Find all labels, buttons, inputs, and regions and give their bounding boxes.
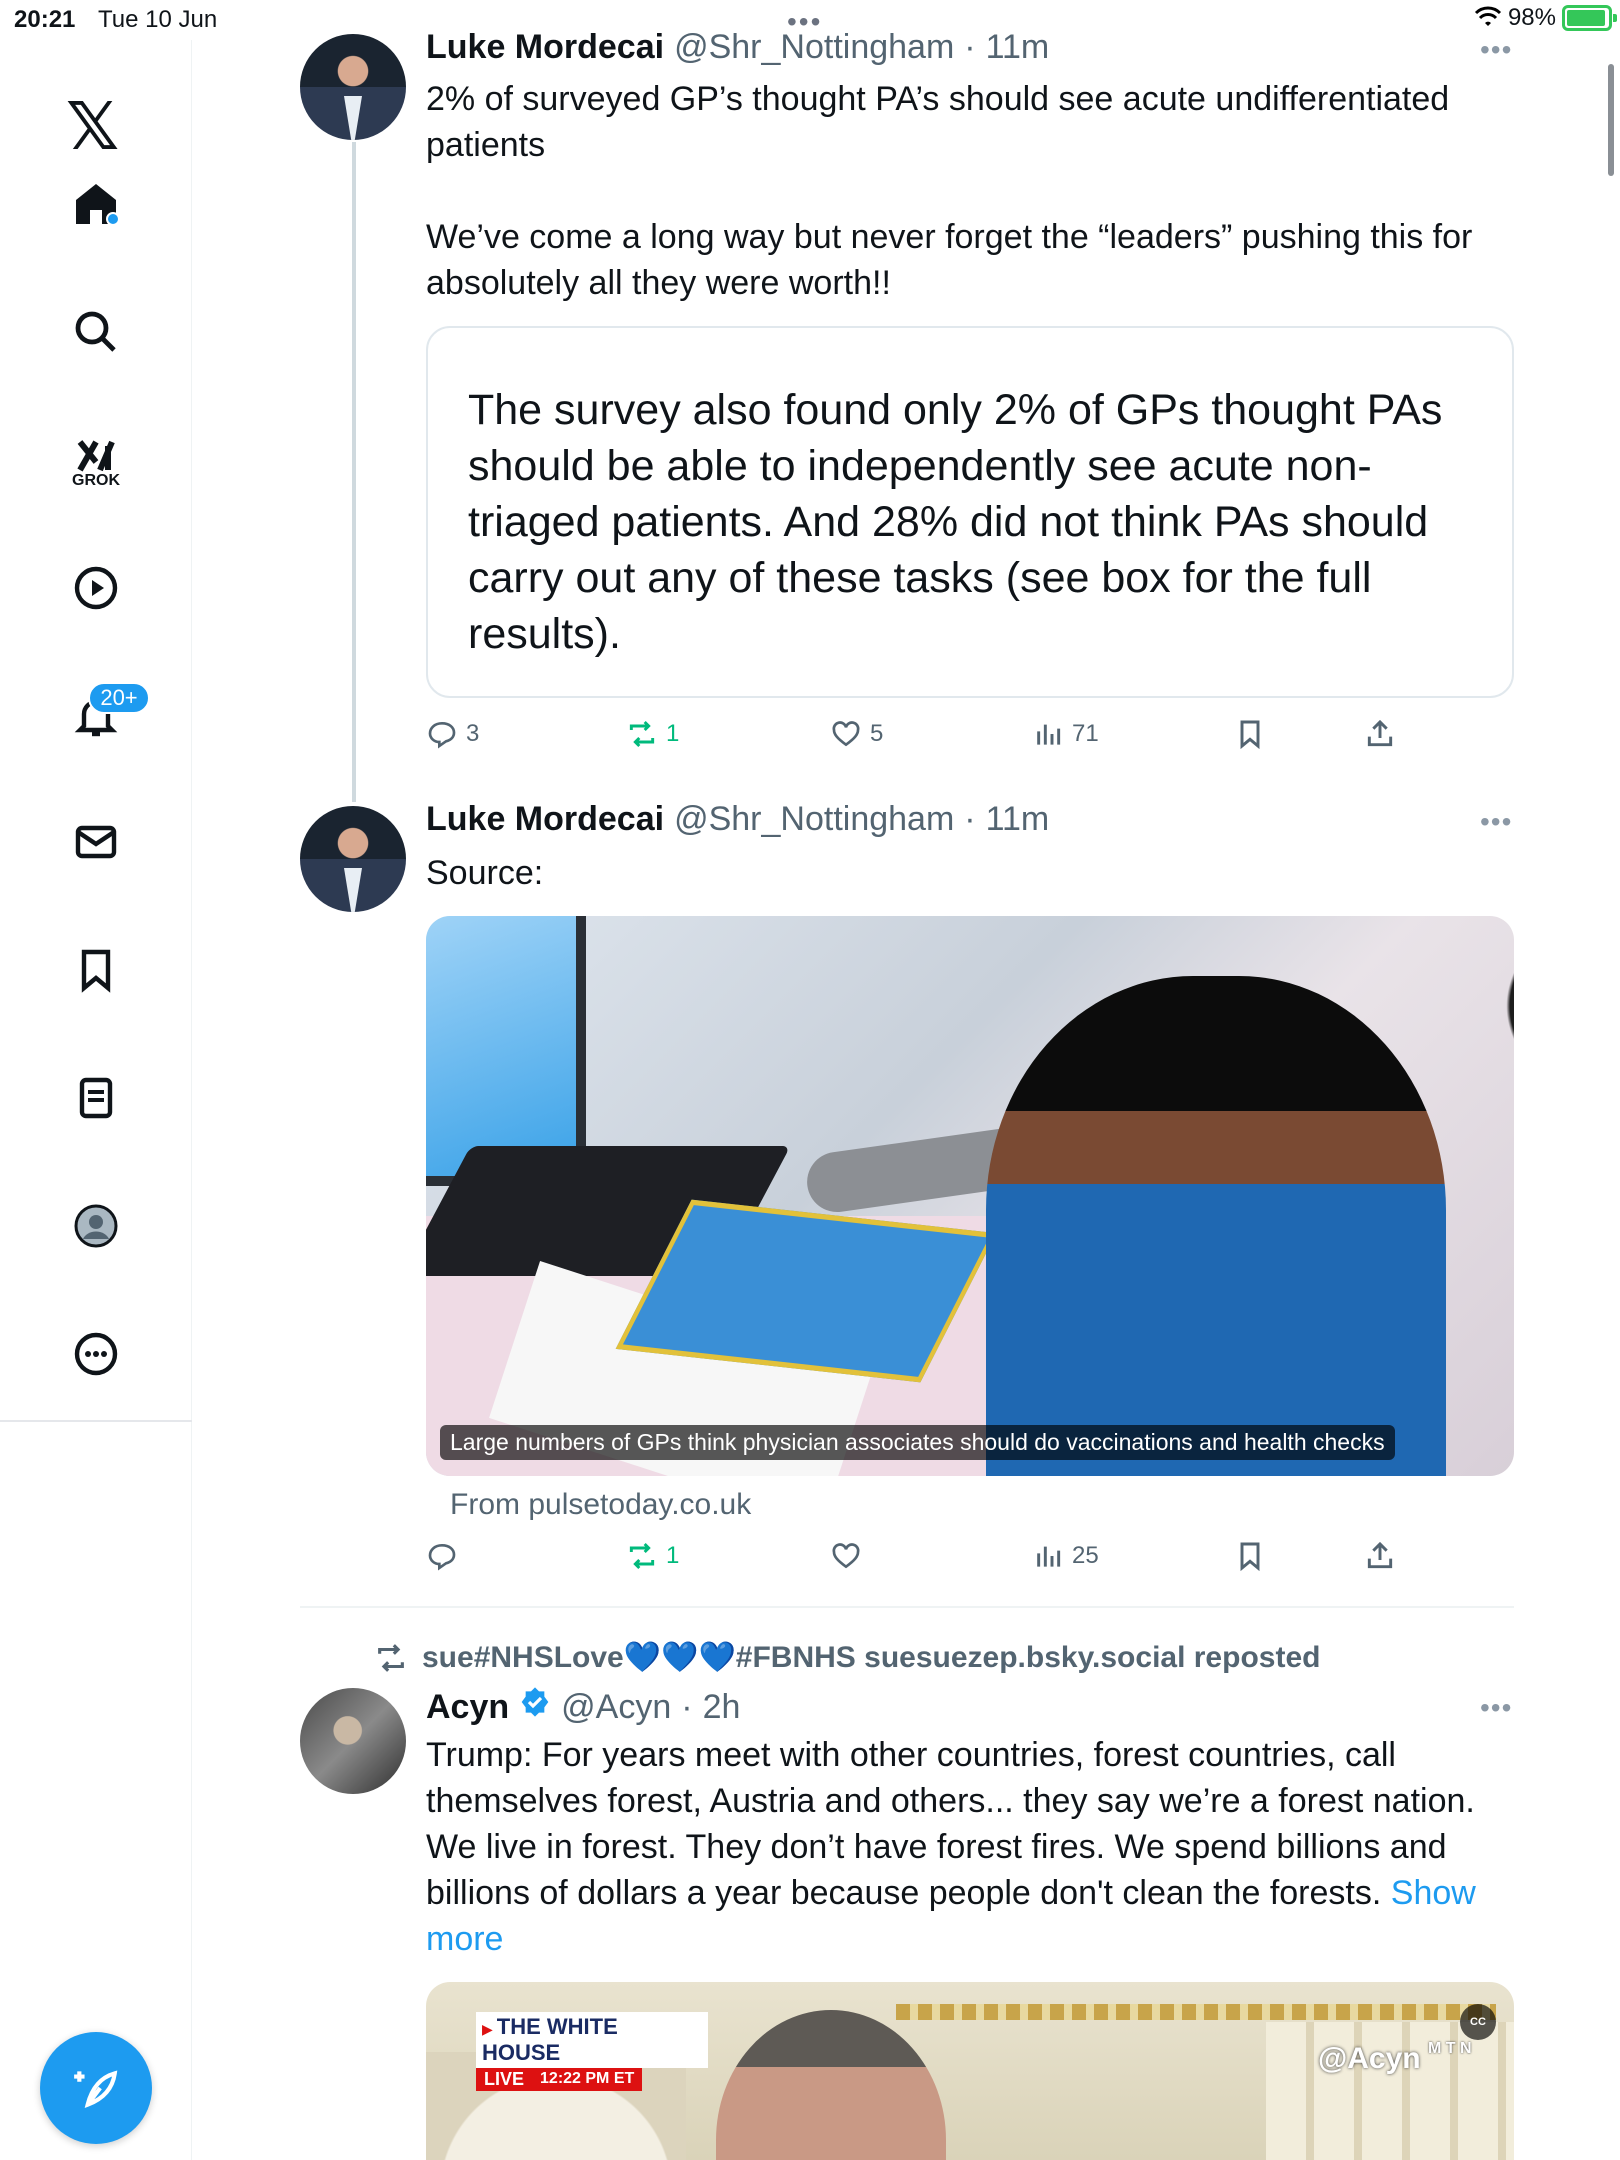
repost-by-text: sue#NHSLove💙💙💙#FBNHS suesuezep.bsky.social reposted [422,1641,1321,1674]
heart-icon [830,1540,862,1572]
author-handle[interactable]: @Acyn [561,1688,672,1726]
repost-button[interactable]: 1 [626,1540,679,1572]
repost-icon [374,1641,408,1675]
photo-person [986,976,1446,1476]
tweet-more-icon[interactable]: ••• [1480,34,1513,65]
status-date: Tue 10 Jun [98,6,218,33]
author-handle[interactable]: @Shr_Nottingham [674,28,955,66]
video-network-bug: ▶ THE WHITE HOUSE LIVE 12:22 PM ET [476,2012,708,2091]
bookmark-button[interactable] [1234,718,1266,750]
views-button[interactable]: 25 [1032,1540,1099,1572]
tweet-actions [426,1540,1516,1580]
author-name[interactable]: Acyn [426,1688,510,1726]
author-handle[interactable]: @Shr_Nottingham [674,800,955,838]
analytics-icon [1032,718,1064,750]
status-right [1474,4,1612,32]
thread-line [352,142,356,802]
bookmark-icon [1234,1540,1266,1572]
like-button[interactable] [830,1540,870,1572]
avatar[interactable] [300,34,406,140]
status-time: 20:21 [14,6,76,33]
verified-badge-icon [519,1686,551,1718]
wifi-icon [1474,6,1502,30]
video-network-letters: M T N [1428,2040,1472,2057]
sidebar-divider [0,1420,192,1422]
like-button[interactable]: 5 [830,718,883,750]
show-more-link-continued[interactable]: more [426,1920,504,1958]
show-more-link[interactable]: Show [1390,1874,1476,1912]
views-button[interactable]: 71 [1032,718,1099,750]
bookmark-icon [1234,718,1266,750]
sidebar [0,40,192,2160]
bookmarks-icon[interactable] [64,938,128,1002]
tweet-text: Source: [426,854,544,892]
heart-icon [830,718,862,750]
author-name[interactable]: Luke Mordecai [426,800,665,838]
grok-label: GROK [72,472,120,489]
video-speaker [716,2010,946,2160]
reply-button[interactable] [426,1540,466,1572]
tweet-header [426,800,1049,839]
author-name[interactable]: Luke Mordecai [426,28,665,66]
avatar[interactable] [300,1688,406,1794]
compose-post-button[interactable] [40,2032,152,2144]
timestamp[interactable]: 11m [985,28,1050,66]
separator-dot: · [681,1688,693,1726]
home-new-dot [106,212,120,226]
video-player[interactable] [426,1982,1514,2160]
link-card-image[interactable] [426,916,1514,1476]
battery-percent: 98% [1507,4,1556,31]
analytics-icon [1032,1540,1064,1572]
tweet-text: Trump: For years meet with other countries, forest countries, call themselves forest, Austria and others... they say we’re a forest nation. We live in forest. They don’t have forest fires. We spend billions and billions of dollars a year because people don't clean the forests. Show more [426,1732,1526,1962]
video-play-icon[interactable] [64,556,128,620]
lists-icon[interactable] [64,1066,128,1130]
timestamp[interactable]: 2h [702,1688,741,1726]
reply-icon [426,1540,458,1572]
video-ceiling-trim [896,2004,1496,2020]
tweet-header [426,1686,740,1727]
repost-icon [626,1540,658,1572]
reply-icon [426,718,458,750]
link-source[interactable]: From pulsetoday.co.uk [450,1488,752,1521]
closed-captions-icon[interactable]: CC [1460,2004,1496,2040]
tweet-header [426,28,1049,67]
share-button[interactable] [1364,718,1396,750]
bookmark-button[interactable] [1234,1540,1266,1572]
tweet-more-icon[interactable]: ••• [1480,806,1513,837]
repost-context[interactable] [374,1640,1320,1675]
avatar[interactable] [300,806,406,912]
notifications-badge: 20+ [88,682,150,714]
media-caption: Large numbers of GPs think physician associates should do vaccinations and health checks [440,1425,1395,1460]
separator-dot: · [964,28,976,66]
separator-dot: · [964,800,976,838]
share-button[interactable] [1364,1540,1396,1572]
repost-icon [626,718,658,750]
battery-icon [1562,5,1612,31]
quote-text: The survey also found only 2% of GPs thought PAs should be able to independently see acute non-triaged patients. And 28% did not think PAs should carry out any of these tasks (see box for the full results). [468,386,1443,658]
scrollbar[interactable] [1608,64,1614,176]
share-icon [1364,1540,1396,1572]
more-options-icon[interactable] [64,1322,128,1386]
x-logo-icon[interactable]: 𝕏 [66,89,120,163]
messages-envelope-icon[interactable] [64,810,128,874]
video-watermark: @Acyn [1318,2042,1421,2075]
reply-button[interactable]: 3 [426,718,479,750]
quote-image-card[interactable] [426,326,1514,698]
profile-avatar-icon[interactable] [64,1194,128,1258]
repost-button[interactable]: 1 [626,718,679,750]
home-icon[interactable] [64,172,128,236]
tweet-actions [426,718,1516,758]
tweet-separator [300,1606,1514,1608]
multitasking-dots-icon[interactable]: ••• [787,6,823,37]
timestamp[interactable]: 11m [985,800,1050,838]
compose-feather-icon [71,2063,121,2113]
tweet-more-icon[interactable]: ••• [1480,1692,1513,1723]
share-icon [1364,718,1396,750]
search-icon[interactable] [64,300,128,364]
tweet-text: 2% of surveyed GP’s thought PA’s should see acute undifferentiated patients We’ve come a long way but never forget the “leaders” pushing this for absolutely all they were worth!! [426,80,1473,302]
